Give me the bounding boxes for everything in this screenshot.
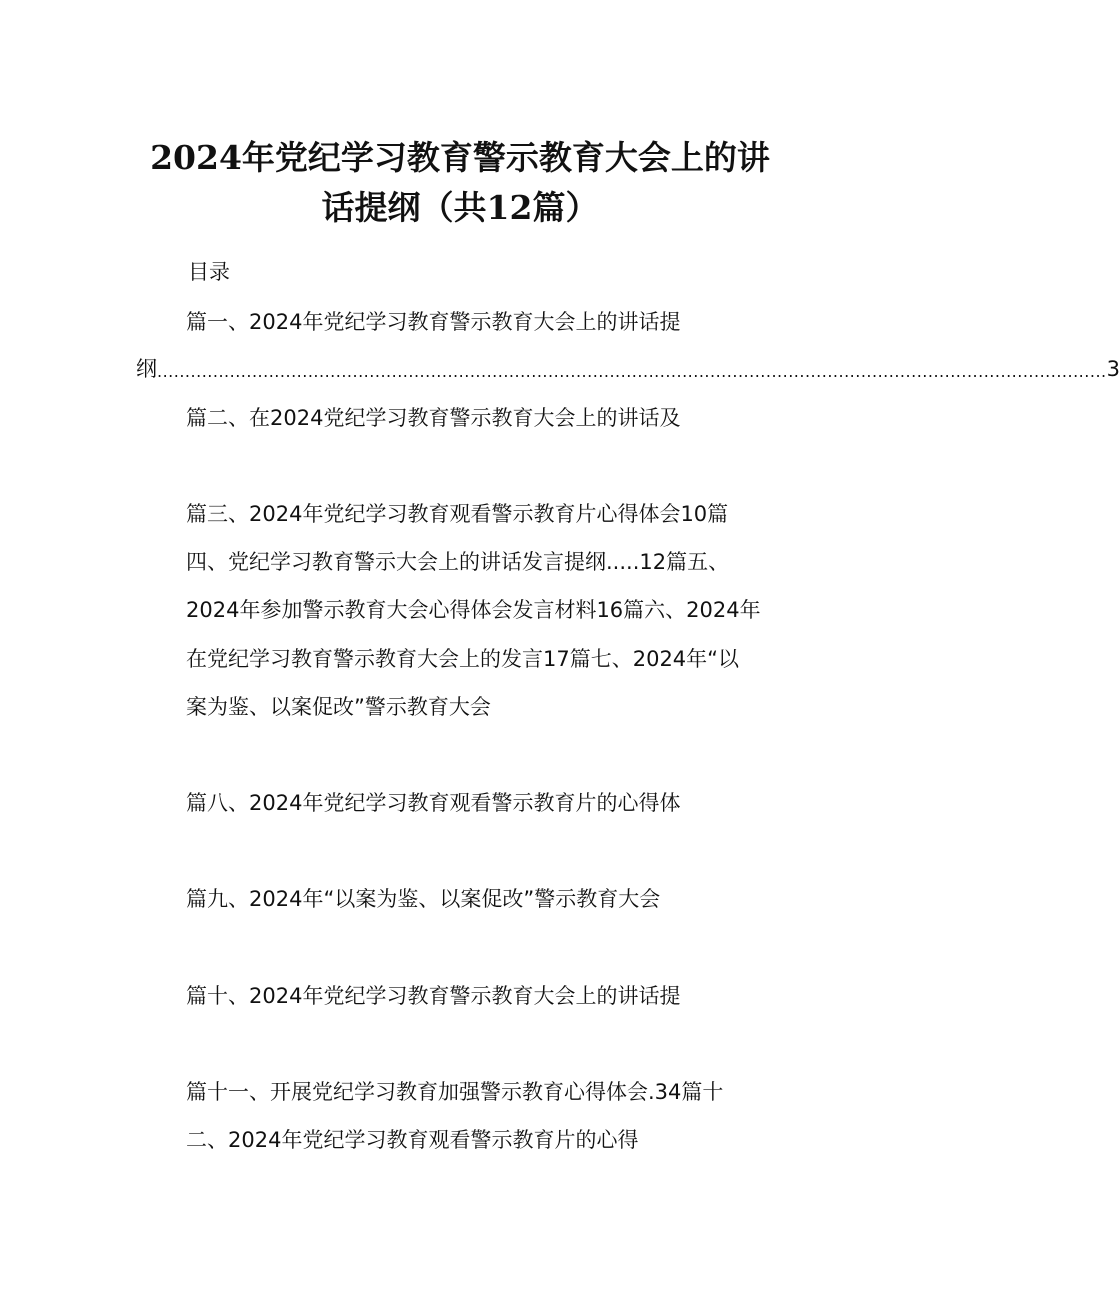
dot-leader: .......................................................................................................................................................................... xyxy=(157,362,1107,381)
toc-entry-3-line-1[interactable]: 篇三、2024年党纪学习教育观看警示教育片心得体会10篇 xyxy=(186,502,729,526)
toc-heading: 目录 xyxy=(188,260,230,284)
toc-entry-3-line-2[interactable]: 四、党纪学习教育警示大会上的讲话发言提纲.....12篇五、 xyxy=(186,550,730,574)
document-title-line-1: 2024年党纪学习教育警示教育大会上的讲 xyxy=(150,138,770,177)
toc-entry-8[interactable]: 篇八、2024年党纪学习教育观看警示教育片的心得体 xyxy=(186,791,681,815)
toc-entry-9[interactable]: 篇九、2024年“以案为鉴、以案促改”警示教育大会 xyxy=(186,887,661,911)
toc-entry-1-line-1[interactable]: 篇一、2024年党纪学习教育警示教育大会上的讲话提 xyxy=(186,310,681,334)
toc-entry-10[interactable]: 篇十、2024年党纪学习教育警示教育大会上的讲话提 xyxy=(186,984,681,1008)
toc-entry-3-line-4[interactable]: 在党纪学习教育警示教育大会上的发言17篇七、2024年“以 xyxy=(186,647,740,671)
toc-entry-1-page-number: 3 xyxy=(1106,357,1120,381)
toc-entry-1-line-2: 纲 xyxy=(136,357,157,381)
toc-entry-11-line-1[interactable]: 篇十一、开展党纪学习教育加强警示教育心得体会.34篇十 xyxy=(186,1080,724,1104)
toc-entry-3-line-3[interactable]: 2024年参加警示教育大会心得体会发言材料16篇六、2024年 xyxy=(186,598,761,622)
toc-entry-11-line-2[interactable]: 二、2024年党纪学习教育观看警示教育片的心得 xyxy=(186,1128,639,1152)
toc-entry-3-line-5[interactable]: 案为鉴、以案促改”警示教育大会 xyxy=(186,695,491,719)
toc-entry-2[interactable]: 篇二、在2024党纪学习教育警示教育大会上的讲话及 xyxy=(186,406,681,430)
toc-entry-1-dotted-line[interactable] xyxy=(136,355,1120,383)
document-title-line-2: 话提纲（共12篇） xyxy=(321,188,599,227)
